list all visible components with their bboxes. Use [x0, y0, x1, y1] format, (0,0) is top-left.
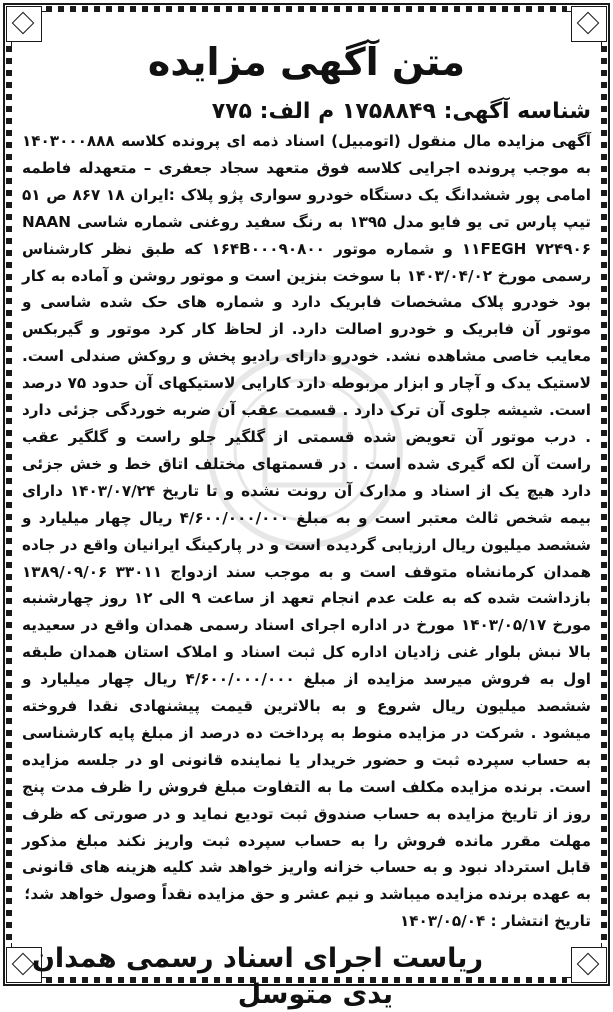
page-title: متن آگهی مزایده: [147, 40, 466, 84]
notice-body: آگهی مزایده مال منقول (اتومبیل) اسناد ذمه ای پرونده کلاسه ۱۴۰۳۰۰۰۸۸۸ به موجب پرونده اجرایی کلاسه فوق متعهد سجاد جعفری – متعهدله فاطمه امامی پور ششدانگ یک دستگاه خودرو سواری پژو پلاک :ایران ۱۸ ۸۶۷ ص ۵۱ تیپ پارس تی یو فایو مدل ۱۳۹۵ به رنگ سفید روغنی شماره شاسی NAAN ۱۱FEGH ۷۲۴۹۰۶ و شماره موتور ۱۶۴B۰۰۰۹۰۸۰۰ که طبق نظر کارشناس رسمی مورخ ۱۴۰۳/۰۴/۰۲ با سوخت بنزین است و موتور روشن و آماده به کار بود خودرو پلاک مشخصات فابریک دارد و شماره های حک شده شاسی و موتور آن فابریک و خودرو اصالت دارد. از لحاظ کار کرد موتور و گیربکس معایب خاصی مشاهده نشد. خودرو دارای رادیو پخش و روکش صندلی است. لاستیک یدک و آچار و ابزار مربوطه دارد کارایی لاستیکهای آن حدود ۷۵ درصد است. شیشه جلوی آن ترک دارد . قسمت عقب آن ضربه خوردگی جزئی دارد . درب موتور آن تعویض شده قسمتی از گلگیر جلو راست و گلگیر عقب راست آن لکه گیری شده است . در قسمتهای مختلف اتاق خط و خش جزئی دارد هیچ یک از اسناد و مدارک آن رونت نشده و تا تاریخ ۱۴۰۳/۰۷/۲۴ دارای بیمه شخص ثالث معتبر است و به مبلغ ۴/۶۰۰/۰۰۰/۰۰۰ ریال چهار میلیارد و ششصد میلیون ریال ارزیابی گردیده است و در پارکینگ ایرانیان واقع در جاده همدان کرمانشاه متوقف است و به موجب سند ازدواج ۳۳۰۱۱ ۱۳۸۹/۰۹/۰۶ بازداشت شده که به علت عدم انجام تعهد از ساعت ۹ الی ۱۲ روز چهارشنبه مورخ ۱۴۰۳/۰۵/۱۷ مورخ در اداره اجرای اسناد رسمی همدان واقع در سعیدیه بالا نبش بلوار غنی زادیان اداره کل ثبت اسناد و املاک استان همدان طبقه اول به فروش میرسد مزایده از مبلغ ۴/۶۰۰/۰۰۰/۰۰۰ ریال چهار میلیارد و ششصد میلیون ریال شروع و به بالاترین قیمت پیشنهادی نقدا فروخته میشود . شرکت در مزایده منوط به پرداخت ده درصد از مبلغ پایه کارشناسی به حساب سپرده ثبت و حضور خریدار یا نماینده قانونی او در جلسه مزایده است. برنده مزایده مکلف است ما به التفاوت مبلغ فروش را ظرف مدت پنج روز از تاریخ مزایده به حساب صندوق ثبت تودیع نماید و در صورتی که ظرف مهلت مقرر مانده فروش را به حساب سپرده ثبت واریز نکند مبلغ مذکور قابل استرداد نبود و به حساب خزانه واریز خواهد شد کلیه هزینه های قانونی به عهده برنده مزایده میباشد و نیم عشر و حق مزایده نقداً وصول خواهد شد؛: [22, 132, 592, 904]
signature-name: یدی متوسل: [237, 979, 393, 1011]
notice-id-line: شناسه آگهی: ۱۷۵۸۸۴۹ م الف: ۷۷۵: [211, 99, 591, 124]
signature-title: ریاست اجرای اسناد رسمی همدان: [31, 943, 483, 975]
left-ornament-strip: [6, 46, 12, 943]
publish-date: تاریخ انتشار : ۱۴۰۳/۰۵/۰۴: [399, 912, 591, 931]
top-ornament-strip: [46, 6, 567, 12]
right-ornament-strip: [601, 46, 607, 943]
notice-content: [22, 34, 592, 1011]
